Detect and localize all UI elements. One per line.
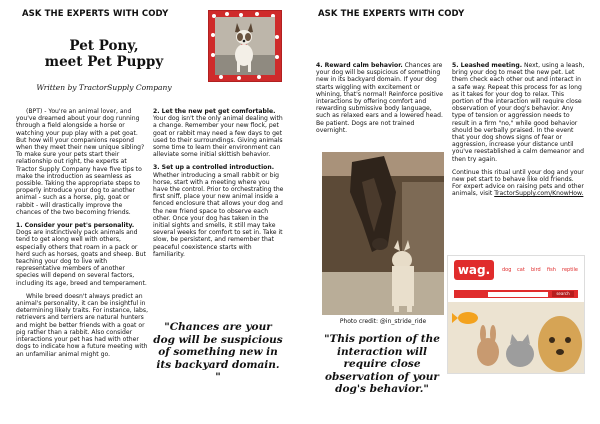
article-title-line1: Pet Pony, — [69, 38, 139, 54]
wag-search-button[interactable]: search — [552, 291, 574, 297]
right-column-2 — [452, 62, 585, 204]
tip3-body: Whether introducing a small rabbit or big horse, start with a meeting where you have the control. Prior to orchestrating the first sniff, place your new animal inside a fenced enclosure that allows your dog and the new friend space to observe each other. Once your dog has taken in the initial sights and smells, it still may take several weeks for comfort to set in. Take it slow, be persistent, and remember that peaceful coexistence starts with familiarity. — [153, 171, 284, 258]
wag-hero-image — [448, 302, 584, 373]
know-how-link[interactable]: TractorSupply.com/KnowHow. — [494, 190, 584, 198]
dog-icon — [215, 17, 275, 75]
tip5-paragraph — [452, 62, 585, 163]
pull-quote: "This portion of the interaction will require close observation of your dog's behavior." — [324, 333, 440, 395]
tip5-heading: 5. Leashed meeting. — [452, 62, 523, 69]
wag-logo[interactable]: wag. — [454, 260, 494, 280]
horse-and-dog-icon — [322, 152, 444, 315]
pets-icon — [448, 302, 584, 373]
pull-quote: "Chances are your dog will be suspicious of something new in its backyard domain. " — [153, 321, 283, 383]
right-column-1 — [316, 62, 446, 140]
page-header: ASK THE EXPERTS WITH CODY — [22, 9, 169, 19]
left-column-1 — [16, 108, 149, 364]
article-title-line2: meet Pet Puppy — [44, 54, 164, 70]
tip1-heading: 1. Consider your pet's personality. — [16, 222, 135, 230]
tip3-paragraph — [153, 164, 285, 258]
left-column-2 — [153, 108, 285, 264]
horse-dog-photo — [322, 152, 444, 315]
tip2-heading: 2. Let the new pet get comfortable. — [153, 108, 276, 115]
tip2-body: Your dog isn't the only animal dealing with a change. Remember your new flock, pet goat or rabbit may need a few days to get used to their surroundings. Giving animals some time to learn their environment can alleviate some initial skittish behavior. — [153, 115, 283, 159]
wag-nav-dog[interactable]: dog — [502, 267, 512, 273]
tip2-paragraph — [153, 108, 285, 158]
tip3-heading: 3. Set up a controlled introduction. — [153, 164, 275, 172]
closing-text: Continue this ritual until your dog and your new pet start to behave like old friends. For expert advice on raising pets and other animals, visit — [452, 168, 584, 198]
tip1-paragraph-2: While breed doesn't always predict an animal's personality, it can be insightful in determining likely traits. For instance, labs, retrievers and terriers are natural hunters and might be better friends with a goat or pig rather than a rabbit. Also consider interactions your pet has had with other dogs to indicate how a future meeting with an unfamiliar animal might go. — [16, 292, 149, 358]
page-header: ASK THE EXPERTS WITH CODY — [318, 9, 465, 19]
dog-photo — [208, 10, 282, 82]
wag-nav-cat[interactable]: cat — [517, 267, 525, 273]
tip4-heading: 4. Reward calm behavior. — [316, 62, 403, 69]
wag-website-screenshot — [447, 255, 585, 374]
wag-nav-fish[interactable]: fish — [547, 267, 556, 273]
tip1-paragraph — [16, 222, 149, 287]
article-byline: Written by TractorSupply Company — [36, 83, 172, 92]
wag-header — [448, 256, 584, 286]
tip4-paragraph — [316, 62, 446, 134]
closing-paragraph — [452, 169, 585, 198]
tip1-body: Dogs are instinctively pack animals and tend to get along well with others, especially others that roam in a pack or herd such as horses, goats and sheep. But teaching your dog to live with representative members of another species will depend on several factors, including its age, breed and temperament. — [16, 229, 147, 287]
wag-nav-bird[interactable]: bird — [531, 267, 541, 273]
photo-credit: Photo credit: @in_stride_ride — [339, 318, 427, 325]
wag-search-input[interactable] — [488, 292, 548, 297]
tip4-body: Chances are your dog will be suspicious of something new in its backyard domain. If your dog starts wiggling with excitement or whining, that's normal! Reinforce positive interactions by offering comfort and rewarding submissive body language, such as relaxed ears and a lowered head. Be patient. Dogs are not trained overnight. — [316, 62, 444, 134]
tip5-body: Next, using a leash, bring your dog to meet the new pet. Let them check each other out and interact in a safe way. Repeat this process for as long as it takes for your dog to relax. This portion of the interaction will require close observation of your dog's behavior. Any type of tension or aggression needs to result in a firm "no," while good behavior should be verbally praised. In the event that your dog shows signs of fear or aggression, increase your distance until you've reestablished a calm demeanor and then try again. — [452, 62, 585, 163]
intro-paragraph: (BPT) - You're an animal lover, and you've dreamed about your dog running through a field alongside a horse or watching your pup play with a pet goat. But how will your companions respond when they meet their new unique sibling? To make sure your pets start their relationship out right, the experts at Tractor Supply Company have five tips to make the introduction as seamless as possible. Taking the appropriate steps to properly introduce your dog to another animal - such as a horse, pig, goat or rabbit - will drastically improve the chances of the two becoming friends. — [16, 108, 145, 216]
wag-nav-reptile[interactable]: reptile — [562, 267, 579, 273]
